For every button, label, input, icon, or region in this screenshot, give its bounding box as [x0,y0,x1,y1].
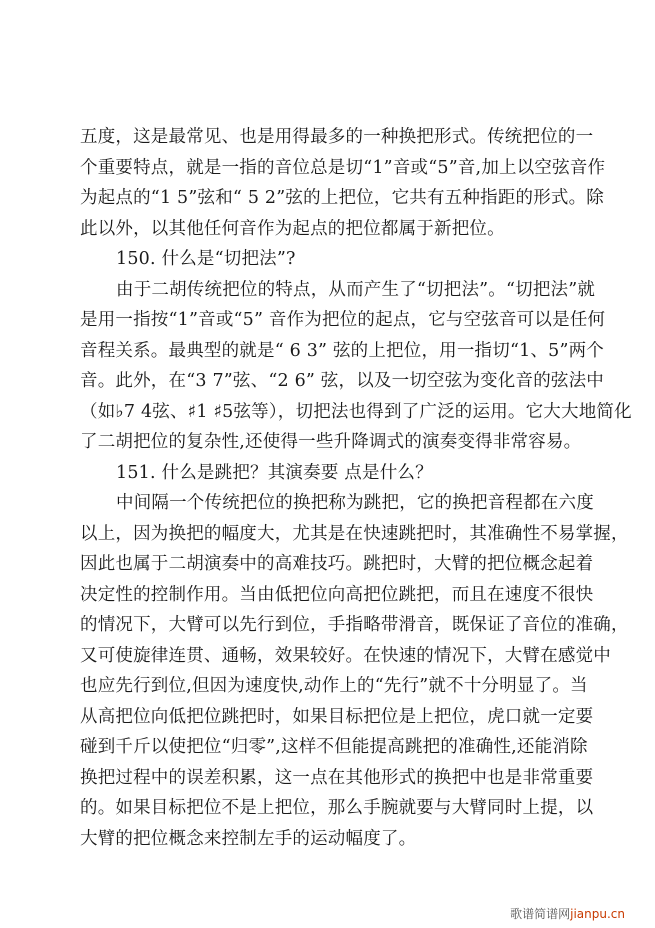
watermark-site-name: 歌谱简谱网 [510,907,571,921]
paragraph-line: 又可使旋律连贯、通畅，效果较好。在快速的情况下，大臂在感觉中 [80,645,611,666]
paragraph-line: 了二胡把位的复杂性,还使得一些升降调式的演奏变得非常容易。 [80,432,582,452]
site-watermark [510,905,625,922]
paragraph-line: 音。此外，在“3 7”弦、“2 6” 弦，以及一切空弦为变化音的弦法中 [80,371,605,391]
paragraph-line: 为起点的“1 5”弦和“ 5 2”弦的上把位，它共有五种指距的形式。除 [80,188,605,208]
question-heading-151: 151. 什么是跳把？其演奏要 点是什么？ [116,462,433,483]
document-body [80,122,632,854]
paragraph-line: 以上，因为换把的幅度大，尤其是在快速跳把时，其准确性不易掌握， [80,523,629,544]
paragraph-line: （如♭7 4弦、♯1 ♯5弦等），切把法也得到了广泛的运用。它大大地简化 [80,401,632,422]
paragraph-line: 因此也属于二胡演奏中的高难技巧。跳把时，大臂的把位概念起着 [80,554,594,574]
paragraph-line: 此以外，以其他任何音作为起点的把位都属于新把位。 [80,218,505,239]
paragraph-line: 由于二胡传统把位的特点，从而产生了“切把法”。“切把法”就 [116,279,596,300]
paragraph-line: 个重要特点，就是一指的音位总是切“1”音或“5”音,加上以空弦音作 [80,157,606,178]
paragraph-line: 的。如果目标把位不是上把位，那么手腕就要与大臂同时上提，以 [80,798,594,818]
paragraph-line: 五度，这是最常见、也是用得最多的一种换把形式。传统把位的一 [80,127,594,147]
paragraph-line: 换把过程中的误差积累，这一点在其他形式的换把中也是非常重要 [80,767,594,788]
paragraph-line: 是用一指按“1”音或“5” 音作为把位的起点，它与空弦音可以是任何 [80,310,606,330]
paragraph-line: 音程关系。最典型的就是“ 6 3” 弦的上把位，用一指切“1、5”两个 [80,340,605,361]
paragraph-line: 从高把位向低把位跳把时，如果目标把位是上把位，虎口就一定要 [80,706,594,727]
paragraph-line: 碰到千斤以使把位“归零”,这样不但能提高跳把的准确性,还能消除 [80,737,588,757]
watermark-url: jianpu.cn [570,907,625,921]
paragraph-line: 决定性的控制作用。当由低把位向高把位跳把，而且在速度不很快 [80,584,594,605]
paragraph-line: 也应先行到位,但因为速度快,动作上的“先行”就不十分明显了。当 [80,676,588,696]
paragraph-line: 的情况下，大臂可以先行到位，手指略带滑音，既保证了音位的准确， [80,615,629,635]
paragraph-line: 中间隔一个传统把位的换把称为跳把，它的换把音程都在六度 [116,493,594,513]
question-heading-150: 150. 什么是“切把法”? [116,249,296,269]
paragraph-line: 大臂的把位概念来控制左手的运动幅度了。 [80,828,417,849]
